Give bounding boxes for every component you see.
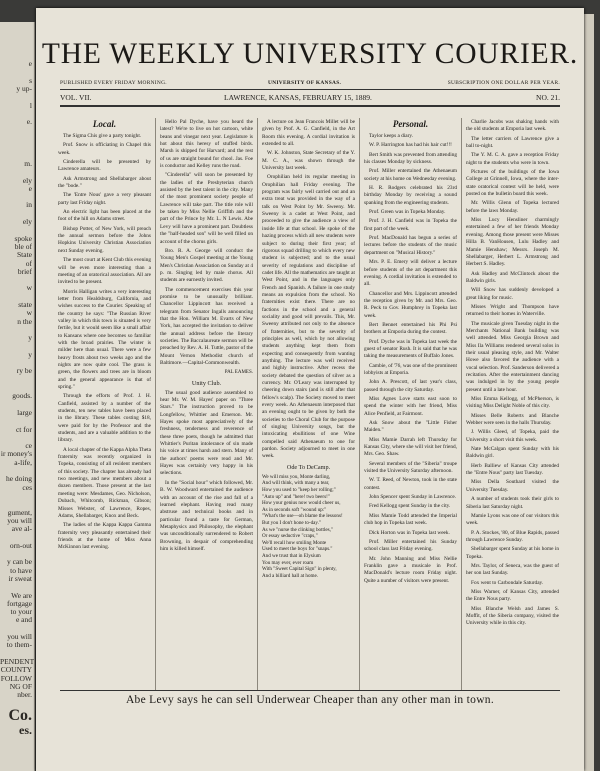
paragraph: Morris Halligan writes a very interesting letter from Healdsburg, California, and wishes success to the Courier. Speaking of the country he says: "The Russian River valley in which this town is situated is very fertile, but it would seem like a small affair to Kansans where one becomes so familiar with the broad prairies. The winter is milder here than usual. There were a few heavy frosts about two weeks ago and the nights are now quite cool. The grass is green, the flowers and trees are in bloom and the general appearance is that of spring." — [58, 288, 151, 390]
paragraph: Cinderella will be presented by Lawrence amateurs. — [58, 159, 151, 173]
fragment-line: PENDENT — [0, 657, 34, 666]
poem-line: Used to meet the boys for "snaps." — [262, 546, 333, 553]
fragment-line: State — [17, 251, 32, 260]
abe-levy-advertisement: Abe Levy says he can sell Underwear Cheaper than any other man in town. — [125, 694, 495, 706]
masthead-title: THE WEEKLY UNIVERSITY COURIER. — [41, 38, 579, 70]
paragraph: Mrs. P. E. Emery will deliver a lecture before students of the art department this evening. A cordial invitation is extended to all. — [364, 259, 457, 288]
fragment-line: w — [26, 309, 32, 318]
paragraph: A lecture on Jean Francois Millet will be given by Prof. A. G. Canfield, in the Art Room this evening. A cordial invitation is extended to all. — [262, 119, 355, 148]
column-divider — [359, 118, 360, 690]
fragment-line: n the — [17, 317, 32, 326]
paragraph: The Y. M. C. A. gave a reception Friday night to the students who were in town. — [466, 152, 559, 166]
paragraph: The commencement exercises this year promise to be unusually brilliant. Chancellor Lippincott has received a telegram from Senator Ingalls announcing that the Hon. William M. Evarts of New York, has accepted the invitation to deliver the annual address before the literary societies. The Baccalaureate sermon will be preached by Rev. A. H. Tuttle, pastor of the Mount Vernon Methodist church of Baltimore.—Capital-Commonwealth. — [160, 286, 253, 366]
paragraph: Nate McCalgan spent Sunday with his Baldwin girl. — [466, 446, 559, 460]
fragment-line: of — [25, 259, 32, 268]
fragment-line: ir money's — [0, 450, 32, 459]
fragment-line: y up- — [16, 85, 32, 94]
fragment-line: he doing — [5, 475, 32, 484]
fragment-line: w — [26, 284, 32, 293]
paragraph: Orophilian held its regular meeting in Orophilian hall Friday evening. The program was fairly well carried out and an extra treat was provided in the way of a talk on West Point by Mr. Sweeny. Mr. Sweeny is a cadet at West Point, and proceeded to give the audience a view of inside life at that school. He spoke of the hazing process which all new students were subject to during their first year; of rigorous squad drilling to which every new student is subjected; and to the usual severity of regulations and discipline of cadet life. All the mathematics are taught at West Point, and in the languages only French and Spanish. A failure in one study means an expulsion from the school. No fraternities exist there. There are no factions in the school and a general sociality and good will prevails. This, Mr. Sweeny attributed not only to the absence of fraternities, but to the severity of principles as well, which by not allowing students anything kept them from expecting and consequently from wanting anything. The lecture was well received and highly instructive. After recess the society debated the question of silver as a currency. Mr. O'Leary was interrupted by cheering down stairs (and is still after that fellow's scalp). The Society moved to meet every week. An Athenaeum interposed that an evening ought to be given by both the societies to the Choral Club for the purpose of singing University songs, but the intoxicating ebullitions of one Wine compelled said Athenaeum to one for pardon. Society adjourned to meet in one week. — [262, 174, 355, 460]
fragment-line: spoke — [14, 234, 32, 243]
poem-line: As in seconds soft "wound up:" — [262, 506, 327, 513]
paragraph: Bro. R. A. George will conduct the Young Men's Gospel meeting at the Young Men's Christian Association on Sunday at 4 p. m. Singing led by male chorus. All students are earnestly invited. — [160, 247, 253, 284]
paragraph: Miss Mamie Todd attended the Imperial club hop in Topeka last week. — [364, 512, 457, 527]
column-divider — [155, 118, 156, 690]
adjacent-page-fragment — [0, 22, 35, 771]
fragment-line: m. — [24, 159, 32, 168]
fragment-line: ave al- — [11, 525, 32, 534]
fragment-line: to have — [10, 566, 32, 575]
paragraph: Through the efforts of Prof. J. H. Canfield, assisted by a number of the students, ten new tables have been placed in the library. These tables costing $18, were paid for by the Professor and the students, and are a valuable addition to the library. — [58, 393, 151, 444]
poem-line: How your genius now would cheer us, — [262, 500, 341, 507]
paragraph: W. P. Harrington has had his hair cut!!! — [369, 142, 452, 149]
university-line: UNIVERSITY OF KANSAS. — [268, 80, 342, 86]
paragraph: The usual good audience assembled to hear Mr. W. M. Hayes' paper on "Three Stars." The instruction proved to be Longfellow, Whittier and Emerson. Mr. Hayes spoke most appreciatively of the freshness, tenderness and reverence of these three poets, though he admitted that Whittier's Puritan intolerance of sin made his voice at times harsh and stern. Many of the authors' poems were read and Mr. Hayes was certainly very happy in his selections. — [160, 389, 253, 477]
paragraph: Taylor keeps a diary. — [369, 133, 413, 139]
fragment-line: l — [29, 101, 32, 110]
paragraph: The most court at Kent Club this evening will be even more interesting than a meeting of an oratorical association. All are invited to be present. — [58, 257, 151, 286]
paragraph: Bishop Potter, of New York, will preach the annual sermon before the Johns Hopkins University Christian Association next Sunday evening. — [58, 225, 151, 254]
personal-heading: Personal. — [392, 119, 429, 129]
fragment-line: you will — [7, 516, 32, 525]
local-heading: Local. — [92, 119, 117, 129]
column-divider — [461, 118, 462, 690]
column-three — [262, 119, 355, 689]
paragraph: Chancellor and Mrs. Lippincott attended the reception given by Mr. and Mrs. Geo. R. Peck to Gov. Humphrey in Topeka last week. — [364, 290, 457, 319]
paragraph: "Cinderella" will soon be presented by the ladies of the Presbyterian church assisted by the best talent in the city. Many of the most prominent society people of Lawrence will take part. The title role will be taken by Miss Nellie Griffith and the part of the Prince by Mr. L. N Lewis. Abe Levy will have a prominent part. Doubtless the "half-headed son" will be well filled on account of the chorus girls. — [160, 172, 253, 245]
paragraph: Mrs. Taylor, of Seneca, was the guest of her son last Sunday. — [466, 562, 559, 577]
poem-line: How you used to "keep her rolling;" — [262, 487, 336, 493]
fragment-line: ely — [22, 218, 32, 226]
paragraph: Mr. John Manning and Miss Nellie Franklin gave a musicale in Prof. MacDonald's lecture room Friday night. Quite a number of visitors were present. — [364, 555, 457, 584]
paragraph: Fox went to Carbondale Saturday. — [471, 579, 544, 586]
fragment-line: e — [28, 184, 32, 193]
dateline: LAWRENCE, KANSAS, FEBRUARY 15, 1889. — [224, 93, 372, 102]
paragraph: Shellabarger spent Sunday at his home in Topeka. — [466, 546, 559, 560]
column-local — [58, 119, 151, 689]
fragment-line: s — [29, 76, 32, 85]
fragment-line: you will — [7, 633, 32, 641]
poem-line: And will think, with many a tear, — [262, 480, 330, 487]
subscription-line: SUBSCRIPTION ONE DOLLAR PER YEAR. — [447, 80, 560, 86]
paragraph: Cambie, of '76, was one of the prominent lobbyists at Emporia. — [364, 362, 457, 376]
paragraph: In the "Social hour" which followed, Mr. B. W. Woodward entertained the audience with an account of the rise and fall of a learned elephant. Having read many abstruse and technical books and in particular found a taste for German, Metaphysics and Philosophy, the elephant was unconditionally surrendered to Robert Browning, in despair of comprehending him is killed himself. — [160, 479, 253, 552]
paragraph: Misses Wright and Thompson have returned to their homes in Waterville. — [466, 303, 559, 318]
masthead-rule-top — [60, 89, 560, 90]
poem-line: You may ever, ever roam — [262, 559, 314, 566]
paragraph: H. R. Rodgers celebrated his 23rd birthday Monday by receiving a sound spanking from the engineering students. — [364, 185, 457, 206]
fragment-line: y — [28, 334, 32, 343]
paragraph: W. T. Reed, of Newton, took in the state contest. — [364, 477, 457, 491]
poem-line: We will miss you, Monte darling, — [262, 473, 331, 480]
poem-line: We'll recall how smiling Monte — [262, 539, 327, 546]
fragment-line: e. — [26, 118, 32, 127]
poem-line: Or essay seductive "craps," — [262, 533, 318, 540]
paragraph: Hello Pal Dyche, have you heard the latest? We're to live on hot cartoon, white beans and vinegar next year. Legislature is hot about this heresy of stuffed birds. Marsh is shipped for Harvard; and the rest of us are straight bound for chool. Jas. Foe is conductor and Kelley runs the road. — [160, 119, 253, 170]
fragment-line: FOLLOW — [0, 674, 32, 683]
paragraph: Charlie Jacobs was shaking hands with the old students at Emporia last week. — [466, 119, 559, 133]
fragment-line: orn-out — [9, 541, 32, 550]
poem-line: And a billiard hall at home. — [262, 572, 319, 579]
paragraph: Herb Balliew of Kansas City attended the "Entre Nous" party last Tuesday. — [466, 462, 559, 477]
fragment-line: COUNTY — [0, 666, 32, 675]
paragraph: Prof. J. H. Canfield was in Topeka the first part of the week. — [364, 218, 457, 232]
fragment-line: ry be — [16, 367, 32, 376]
paragraph: Fred Kellogg spent Sunday in the city. — [369, 503, 451, 510]
paragraph: Miss Blanche Welsh and James S. Moffit, of the Siberia company, visited the University while in this city. — [466, 605, 559, 627]
fragment-line: ely — [22, 176, 32, 185]
paragraph: Prof. Miller entertained the Athenaeum society at his home on Wednesday evening. — [364, 168, 457, 182]
paragraph: W. K. Johnston, State Secretary of the Y. M. C. A., was shown through the University last week. — [262, 150, 355, 172]
ode-heading: Ode To DeCamp. — [286, 463, 331, 471]
fragment-line: ce — [25, 442, 32, 451]
unity-club-heading: Unity Club. — [191, 379, 222, 387]
paragraph: An electric light has been placed at the foot of the hill on Adams street. — [58, 209, 151, 223]
fragment-line: ces — [22, 483, 32, 492]
paragraph: Ask Snow about the "Little Fisher Maiden." — [364, 420, 457, 434]
fragment-line: es. — [19, 724, 32, 737]
poem-line: "What's the use—oh blame the lessons! — [262, 513, 343, 520]
fragment-line: NG OF — [9, 682, 32, 691]
fragment-line: nber. — [17, 691, 32, 700]
column-divider — [257, 118, 258, 690]
column-two — [160, 119, 253, 689]
paragraph: John Spencer spent Sunday in Lawrence. — [369, 494, 457, 501]
paragraph: Will Snow has suddenly developed a great liking for music. — [466, 287, 559, 301]
column-five — [466, 119, 559, 689]
masthead-rule-bottom — [60, 105, 560, 107]
paragraph: Miss Warner, of Kansas City, attended the Entre Nous party. — [466, 588, 559, 603]
paragraph: Miss Lucy Hensliner charmingly entertained a few of her friends Monday evening. Among those present were Misses Hilla B. VanHousen, Lulu Hadley and Mamie Henshaw; Messrs. Joseph M. Shellabarger, Herbert L. Armstrong and Herbert S. Hadley. — [466, 217, 559, 268]
fragment-line: state — [18, 301, 32, 309]
paragraph: Ask Armstrong and Shellabarger about the "bode." — [58, 175, 151, 190]
paragraph: Bert Bennet entertained his Phi Psi brothers at Emporia during the contest. — [364, 321, 457, 336]
paragraph: A local chapter of the Kappa Alpha Theta fraternity was recently organized in Topeka, consisting of all resident members of this society. The chapter has already had two meetings, and new members about a dozen members. Those present at the last meeting were: Mesdames, Geo. Nicholson, Dubach, Whitcomb, Rickman, Gibson; Misses Webster, of Lawrence, Ropes, Adams, Shellabarger, Knox and Beck. — [58, 446, 151, 519]
signature: PAL EAMES. — [224, 370, 253, 376]
fragment-line: Co. — [8, 707, 32, 724]
paragraph: The ladies of the Kappa Kappa Gamma fraternity very pleasantly entertained their friends at the home of Miss Anna McKinnon last evening. — [58, 522, 151, 551]
paragraph: Prof. Snow is officiating in Chapel this week. — [58, 142, 151, 156]
fragment-line: fortgage — [7, 599, 32, 608]
paragraph: The 'Entre Nous' gave a very pleasant party last Friday night. — [58, 192, 151, 206]
paragraph: Bert Smith was prevented from attending his classes Monday by sickness. — [364, 151, 457, 166]
fragment-line: in — [26, 201, 32, 210]
paragraph: John A. Prescott, of last year's class, passed through the city Saturday. — [364, 379, 457, 393]
paragraph: Prof. MacDonald has begun a series of lectures before the students of the music department on "Musical History." — [364, 235, 457, 256]
fragment-line: ct for — [15, 425, 32, 434]
issue-number: NO. 21. — [536, 93, 560, 102]
ad-rule — [60, 690, 560, 691]
fragment-line: We are — [11, 591, 32, 600]
paragraph: Misses Belle Roberts and Blanche Webber were seen in the halls Thursday. — [466, 412, 559, 427]
page-edge — [584, 14, 594, 771]
poem-line: And we trust that in Elysium — [262, 552, 321, 559]
poem-line: With "Sweet Capital Sign" in plenty, — [262, 566, 337, 573]
poem-line: "Auto up" and "here! two beers!" — [262, 493, 330, 500]
fragment-line: brief — [17, 267, 32, 276]
paragraph: Prof. Dyche was in Topeka last week the guest of senator Rush. It is said that he was taking the measurements of Buffalo Jones. — [364, 338, 457, 360]
fragment-line: ble of — [14, 242, 32, 251]
fragment-line: large — [17, 408, 32, 417]
fragment-line: goods. — [12, 392, 32, 401]
paragraph: The letter carriers of Lawrence give a ball to-night. — [466, 135, 559, 150]
fragment-line: e — [28, 60, 32, 69]
poem-line: As we "nurse the clinking bottles," — [262, 526, 333, 533]
paragraph: The Sigma Chis give a party tonight. — [63, 133, 142, 139]
volume: VOL. VII. — [60, 93, 92, 102]
paragraph: J. Willis Gleed, of Topeka, paid the University a short visit this week. — [466, 429, 559, 443]
fragment-line: gument, — [7, 508, 32, 517]
paragraph: Prof. Miller entertained his Sunday school class last Friday evening. — [364, 538, 457, 553]
paragraph: Miss Agnes Love starts east soon to spend the winter with her friend, Miss Alice Penfield, at Fairmont. — [364, 396, 457, 417]
paragraph: Mr. Willis Glenn of Topeka lectured before the laws Monday. — [466, 200, 559, 214]
poem-line: But you I don't hone to-day." — [262, 519, 321, 526]
fragment-line: ir sweat — [8, 574, 32, 583]
published-line: PUBLISHED EVERY FRIDAY MORNING. — [60, 80, 167, 86]
paragraph: Mamie Lyons was one of our visitors this week. — [466, 512, 559, 527]
column-personal — [364, 119, 457, 689]
paragraph: Pictures of the buildings of the Iowa College at Grinnell, Iowa, where the inter-state oratorical contest will be held, were posted on the bulletin board this week. — [466, 169, 559, 198]
paragraph: Prof. Green was in Topeka Monday. — [369, 209, 446, 216]
fragment-line: e and — [15, 616, 32, 625]
fragment-line: to them- — [6, 641, 32, 650]
fragment-line: a-life, — [14, 458, 32, 467]
fragment-line: y — [28, 350, 32, 359]
newspaper-page — [36, 8, 584, 771]
paragraph: Dick Horton was in Topeka last week. — [369, 529, 450, 536]
paragraph: Several members of the "Siberia" troupe visited the University Saturday afternoon. — [364, 460, 457, 475]
paragraph: P. A. Stockes, '80, of Blue Rapids, passed through Lawrence Sunday. — [466, 529, 559, 543]
paragraph: Miss Mamie Darrah left Thursday for Kansas City, where she will visit her friend, Mrs. Geo. Shaw. — [364, 436, 457, 458]
paragraph: Miss Emma Kellogg, of McPherson, is visiting Miss Delight Noble of this city. — [466, 396, 559, 410]
fragment-line: y can be — [7, 558, 32, 567]
paragraph: The musicale given Tuesday night in the Merchants National Bank building was well attended. Miss Georgia Brown and Miss Ila Williams rendered several solos in their usual pleasing style, and Mr. Walter Howe also favored the audience with a vocal selection. Prof. Sanderson delivered a recitation. After the entertainment dancing was indulged in by the young people present until a late hour. — [466, 320, 559, 393]
paragraph: Miss Della Southard visited the University Tuesday. — [466, 479, 559, 493]
fragment-line: to your — [10, 608, 32, 617]
paragraph: Ask Hadley and McClintock about the Baldwin girls. — [466, 270, 559, 284]
paragraph: A number of students took their girls to Siberia last Saturday night. — [466, 496, 559, 510]
